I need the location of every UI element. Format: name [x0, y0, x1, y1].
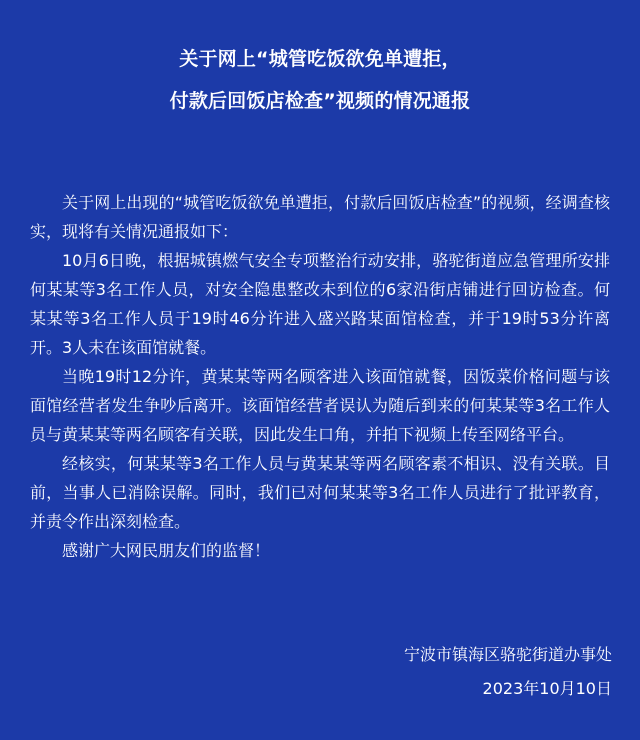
- signature-block: [404, 638, 612, 706]
- paragraph-thanks: 感谢广大网民朋友们的监督！: [62, 541, 271, 560]
- signature-org: 宁波市镇海区骆驼街道办事处: [403, 645, 612, 664]
- notice-title: [30, 38, 610, 122]
- title-line-1: 关于网上“城管吃饭欲免单遭拒，: [179, 48, 461, 70]
- signature-date: 2023年10月10日: [482, 679, 612, 698]
- paragraph-verification: 经核实，何某某等3名工作人员与黄某某等两名顾客素不相识、没有关联。目前，当事人已消除误解。同时，我们已对何某某等3名工作人员进行了批评教育，并责令作出深刻检查。: [30, 454, 610, 531]
- notice-body: [30, 188, 610, 565]
- title-line-2: 付款后回饭店检查”视频的情况通报: [169, 90, 471, 112]
- paragraph-intro: 关于网上出现的“城管吃饭欲免单遭拒，付款后回饭店检查”的视频，经调查核实，现将有关情况通报如下：: [30, 193, 610, 241]
- paragraph-inspection: 10月6日晚，根据城镇燃气安全专项整治行动安排，骆驼街道应急管理所安排何某某等3名工作人员，对安全隐患整改未到位的6家沿街店铺进行回访检查。何某某等3名工作人员于19时46分许进入盛兴路某面馆检查，并于19时53分许离开。3人未在该面馆就餐。: [30, 251, 610, 357]
- paragraph-incident: 当晚19时12分许，黄某某等两名顾客进入该面馆就餐，因饭菜价格问题与该面馆经营者发生争吵后离开。该面馆经营者误认为随后到来的何某某等3名工作人员与黄某某等两名顾客有关联，因此发生口角，并拍下视频上传至网络平台。: [30, 367, 610, 444]
